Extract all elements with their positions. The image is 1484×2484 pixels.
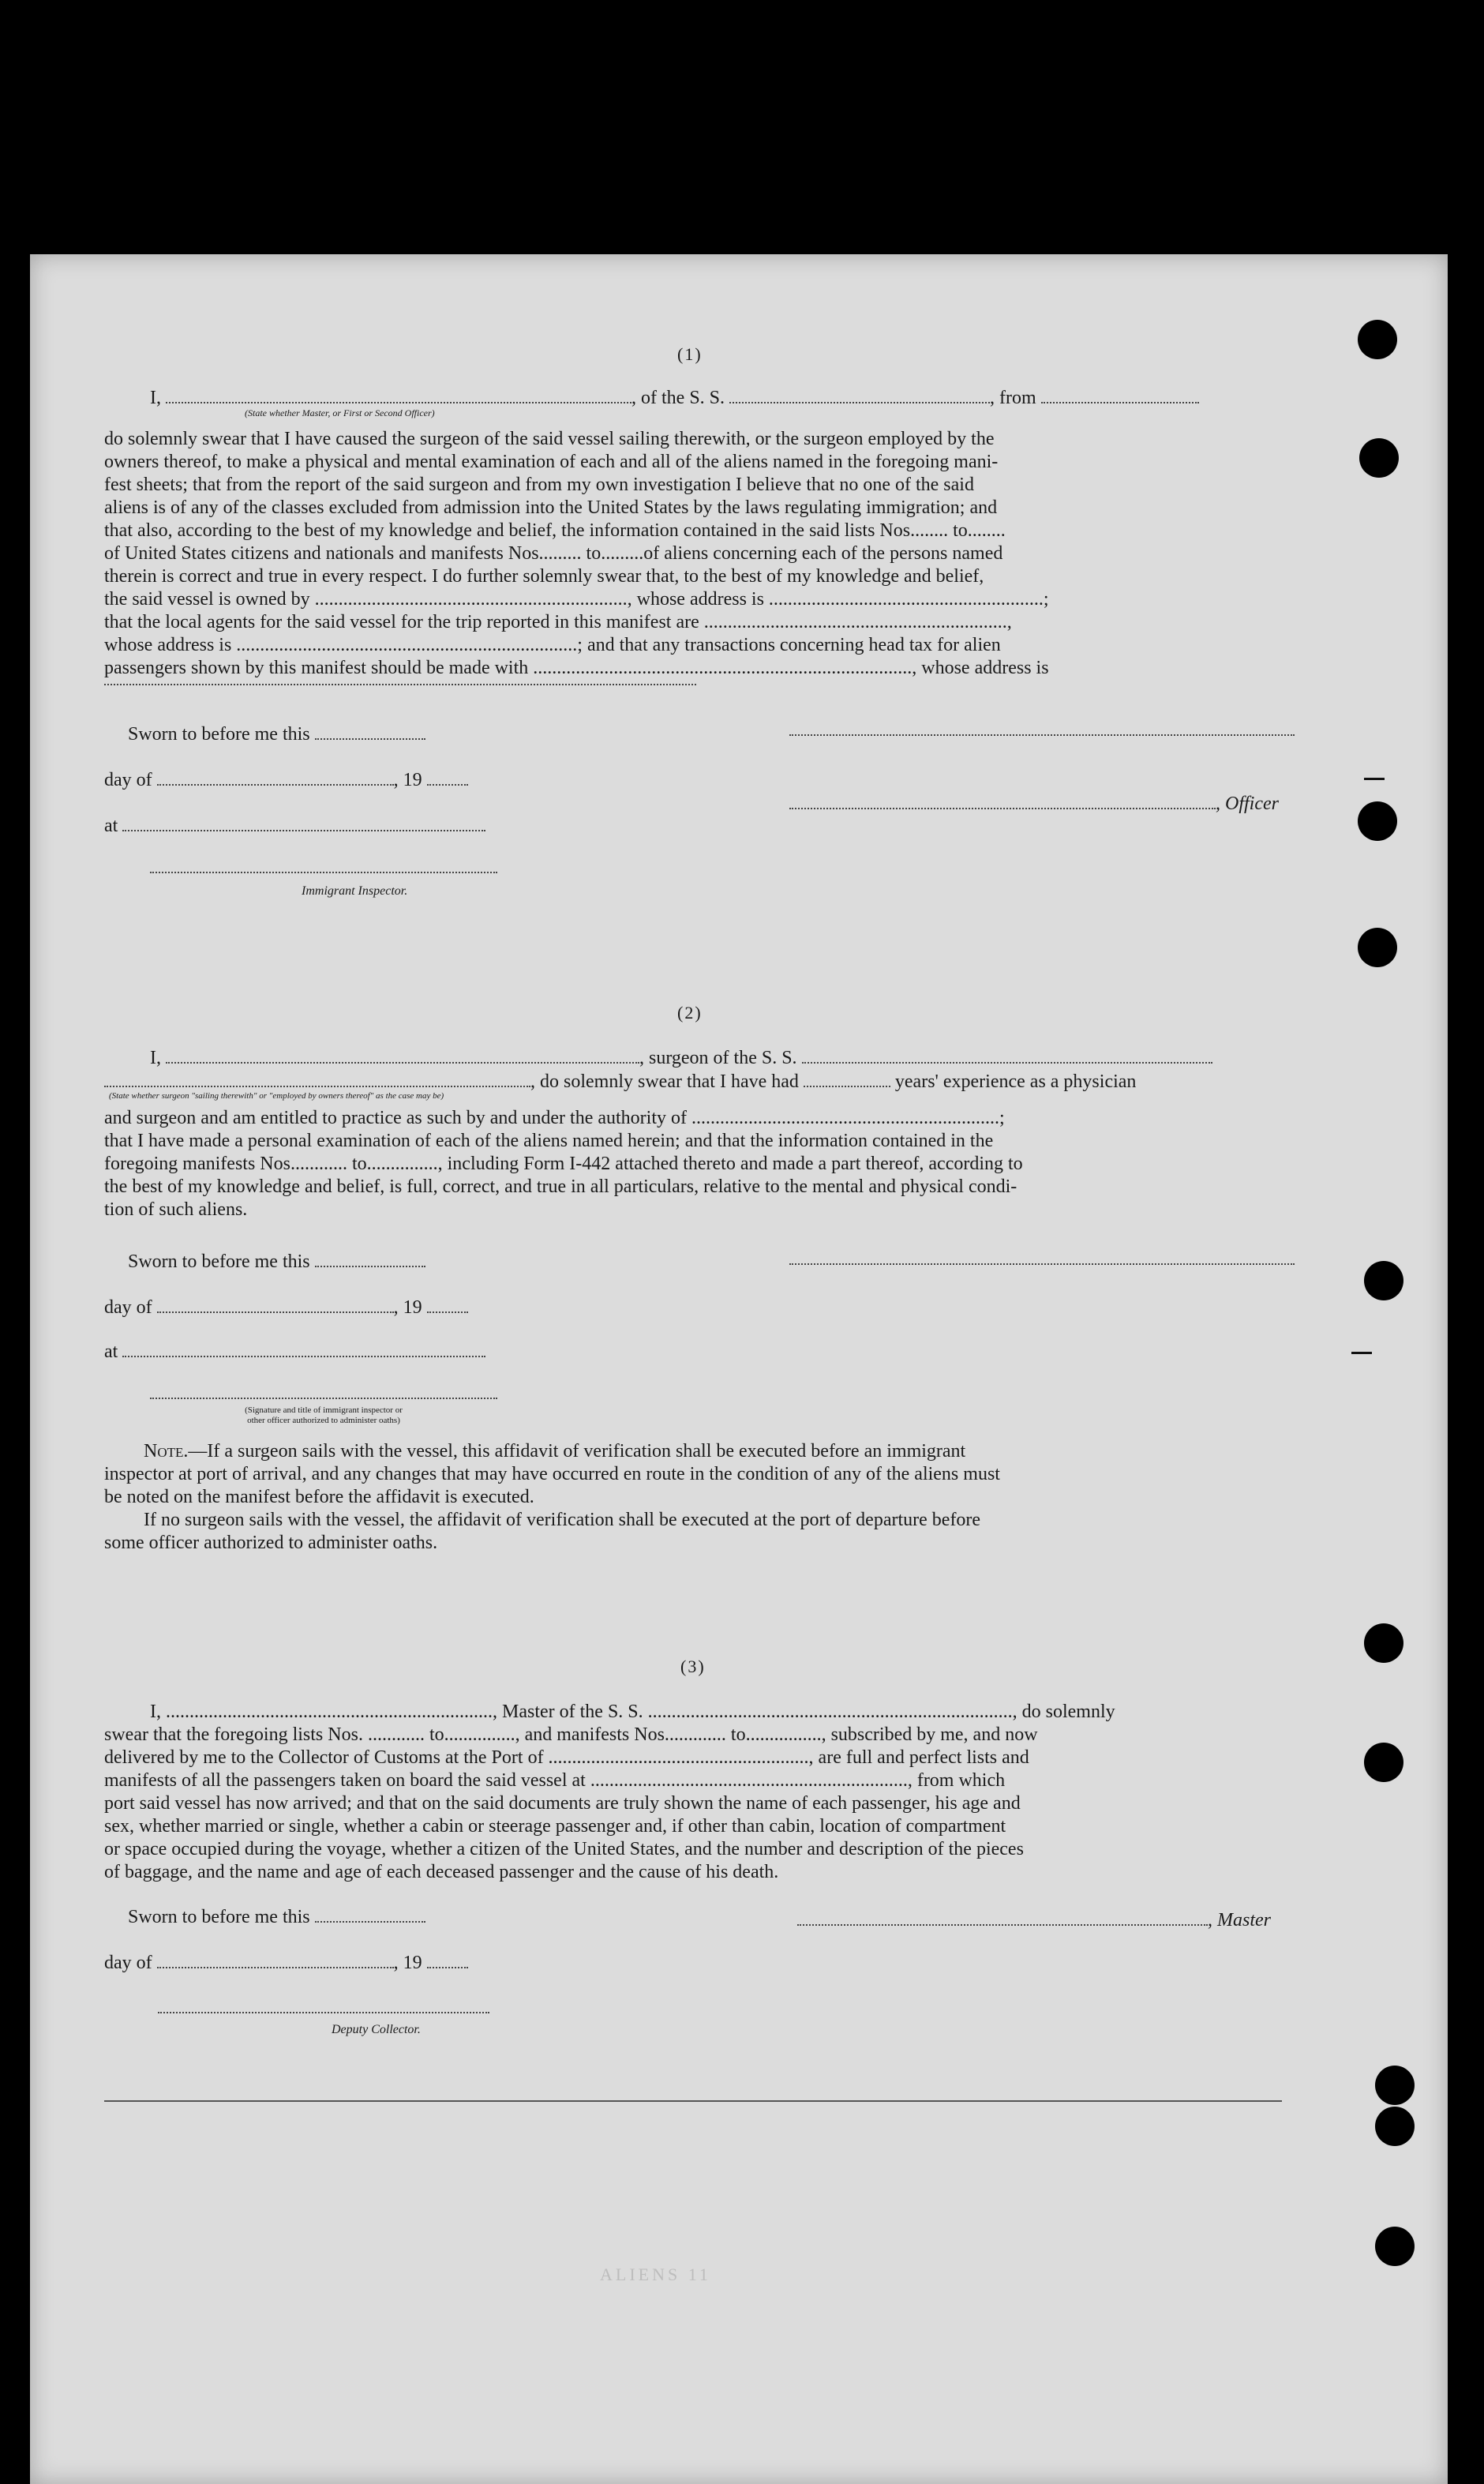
section1-inspector-caption: Immigrant Inspector. [302,884,408,898]
footer-mark: ALIENS 11 [600,2264,711,2284]
section2-i-label: I, [150,1048,161,1068]
punch-hole [1375,2227,1415,2266]
section1-body-line: passengers shown by this manifest should be made with ................................................................................, whose address is [104,658,1049,678]
punch-hole [1358,320,1397,359]
section3-collector-sig [158,2012,489,2013]
section1-body-line: do solemnly swear that I have caused the surgeon of the said vessel sailing therewith, or the surgeon employed by the [104,429,995,449]
section2-line2 [104,1071,1136,1094]
section3-heading: (3) [680,1657,706,1676]
section2-sworn-label: Sworn to before me this [128,1251,310,1272]
section1-vessel-blank [729,388,990,403]
section2-sworn [128,1251,425,1274]
section1-year-blank [427,770,468,786]
punch-hole [1358,801,1397,841]
section2-note-line: some officer authorized to administer oaths. [104,1533,438,1553]
section2-body-line: the best of my knowledge and belief, is full, correct, and true in all particulars, relative to the mental and physical condi- [104,1176,1017,1197]
section3-year-blank [427,1953,468,1968]
section2-caption: (State whether surgeon "sailing therewith" or "employed by owners thereof" as the case may be) [109,1091,444,1101]
section2-swear-label: , do solemnly swear that I have had [530,1071,799,1092]
section2-day [104,1296,468,1319]
section1-day-label: day of [104,770,152,790]
section1-officer-blank [166,388,631,403]
section3-body-line: I, ....................................................................., Master of the S. S. ............................................................................., do solemnly [150,1702,1115,1722]
section2-body-line: and surgeon and am entitled to practice as such by and under the authority of .................................................................; [104,1108,1005,1128]
section3-body-line: delivered by me to the Collector of Customs at the Port of ......................................................., are full and perfect lists and [104,1747,1029,1768]
section1-i-label: I, [150,388,161,408]
section2-years-blank [804,1071,890,1087]
punch-hole [1364,1623,1403,1663]
section1-officer-caption: , Officer [1216,794,1279,814]
section2-surgeon-sig [789,1263,1295,1265]
section3-body-line: or space occupied during the voyage, whether a citizen of the United States, and the number and description of the pieces [104,1839,1024,1859]
section2-year-blank [427,1297,468,1313]
section3-master-sig-blank [797,1910,1208,1926]
section1-sworn-label: Sworn to before me this [128,724,310,745]
section1-body [104,428,1295,680]
section2-years-label: years' experience as a physician [894,1071,1137,1092]
section2-inspector-sig [150,1398,497,1399]
section2-body-line: foregoing manifests Nos............ to..............., including Form I-442 attached thereto and made a part thereof, according to [104,1154,1023,1174]
section1-body-line: that the local agents for the said vessel for the trip reported in this manifest are ................................................................, [104,612,1012,632]
section1-sworn [128,723,425,746]
section1-day-blank [157,770,394,786]
section3-body [104,1701,1295,1884]
section3-day [104,1952,468,1975]
section2-name-blank [166,1048,639,1064]
section1-officer-sig-top [789,734,1295,736]
section2-sworn-blank [315,1251,425,1267]
section2-body-line: that I have made a personal examination of each of the aliens named herein; and that the information contained in the [104,1131,994,1151]
section3-master-line [797,1909,1271,1932]
section1-from-label: , from [990,388,1036,408]
section1-day [104,769,468,792]
section1-body-line: therein is correct and true in every respect. I do further solemnly swear that, to the best of my knowledge and belief, [104,566,984,587]
section1-body-line: the said vessel is owned by .................................................................., whose address is ..........................................................; [104,589,1049,610]
section1-at-label: at [104,816,118,836]
section2-body-line: tion of such aliens. [104,1199,248,1220]
punch-hole [1358,928,1397,967]
punch-hole [1359,438,1399,478]
section3-body-line: of baggage, and the name and age of each deceased passenger and the cause of his death. [104,1862,779,1882]
section1-body-line: that also, according to the best of my knowledge and belief, the information contained in the said lists Nos........ to........ [104,520,1006,541]
margin-dash [1351,1352,1372,1354]
section1-body-line: whose address is ........................................................................; and that any transactions concerning head tax for alien [104,635,1001,655]
punch-hole [1375,2107,1415,2146]
section2-day-label: day of [104,1297,152,1318]
section1-heading: (1) [677,344,703,364]
section3-collector-caption: Deputy Collector. [332,2023,421,2036]
section1-of-ss-label: , of the S. S. [631,388,725,408]
section2-at-blank [122,1341,485,1357]
section2-heading: (2) [677,1003,703,1022]
section1-at [104,815,485,838]
section2-note [104,1440,1295,1555]
punch-hole [1364,1261,1403,1300]
section2-status-blank [104,1071,530,1087]
section2-vessel-blank [802,1048,1212,1064]
section2-line1 [150,1047,1212,1070]
section3-year-label: , 19 [393,1953,422,1973]
section2-at [104,1341,485,1364]
section3-sworn [128,1906,425,1929]
section3-body-line: swear that the foregoing lists Nos. ............ to..............., and manifests Nos............. to................, subscribed by me, and now [104,1724,1038,1745]
section2-note-line [104,1440,1295,1463]
section3-sworn-label: Sworn to before me this [128,1907,310,1927]
section2-note-line: inspector at port of arrival, and any changes that may have occurred en route in the condition of any of the aliens must [104,1464,1000,1484]
section2-at-label: at [104,1341,118,1362]
section3-master-caption: , Master [1208,1910,1271,1931]
section3-body-line: sex, whether married or single, whether a cabin or steerage passenger and, if other than cabin, location of compartment [104,1816,1006,1837]
section1-body-line: owners thereof, to make a physical and mental examination of each and all of the aliens named in the foregoing mani- [104,452,999,472]
section2-note-line: be noted on the manifest before the affidavit is executed. [104,1487,534,1507]
section1-inspector-sig [150,872,497,873]
section1-caption: (State whether Master, or First or Second Officer) [245,407,435,418]
section1-line1 [150,387,1199,410]
section3-body-line: port said vessel has now arrived; and that on the said documents are truly shown the name of each passenger, his age and [104,1793,1021,1814]
section2-note-line: If no surgeon sails with the vessel, the affidavit of verification shall be executed at the port of departure before [144,1510,981,1530]
section3-day-blank [157,1953,394,1968]
section1-at-blank [122,816,485,831]
section1-year-label: , 19 [393,770,422,790]
section1-address-blank [104,684,696,685]
margin-dash [1364,778,1385,780]
section1-from-blank [1041,388,1199,403]
section1-officer-line [789,793,1279,816]
section3-day-label: day of [104,1953,152,1973]
section2-sig-caption [150,1405,497,1426]
section2-note-text: —If a surgeon sails with the vessel, this affidavit of verification shall be executed before an immigrant [188,1441,966,1462]
section2-year-label: , 19 [393,1297,422,1318]
section2-surgeon-label: , surgeon of the S. S. [639,1048,797,1068]
section2-note-label: Note. [144,1441,189,1462]
section2-body [104,1107,1295,1221]
section1-body-line: of United States citizens and nationals and manifests Nos......... to.........of aliens concerning each of the persons named [104,543,1003,564]
bottom-rule [104,2100,1282,2102]
section2-sig-caption-line: (Signature and title of immigrant inspector or [245,1405,403,1415]
punch-hole [1375,2066,1415,2105]
section2-sig-caption-line: other officer authorized to administer oaths) [247,1416,400,1425]
section3-body-line: manifests of all the passengers taken on board the said vessel at ..................................................................., from which [104,1770,1006,1791]
section3-sworn-blank [315,1907,425,1923]
section1-body-line: fest sheets; that from the report of the said surgeon and from my own investigation I believe that no one of the said [104,475,974,495]
section1-body-line: aliens is of any of the classes excluded from admission into the United States by the laws regulating immigration; and [104,497,998,518]
section1-sworn-blank [315,724,425,740]
section2-day-blank [157,1297,394,1313]
section1-officer-sig-blank [789,794,1216,809]
punch-hole [1364,1743,1403,1782]
